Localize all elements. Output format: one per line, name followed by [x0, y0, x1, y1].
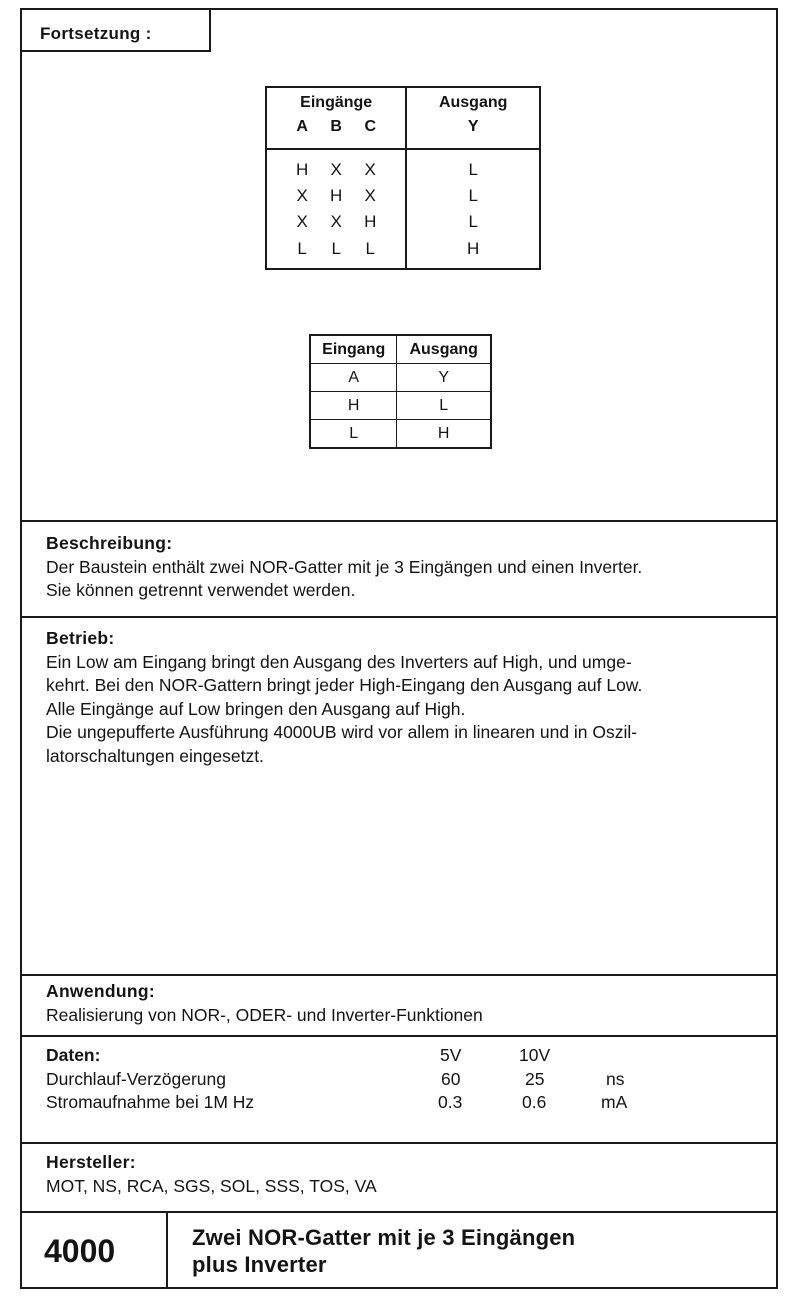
beschreibung-title: Beschreibung: [46, 533, 173, 553]
text-line: MOT, NS, RCA, SGS, SOL, SSS, TOS, VA [46, 1175, 377, 1196]
cell: Y [397, 364, 491, 392]
hersteller-title: Hersteller: [46, 1152, 136, 1172]
beschreibung-section [46, 532, 756, 603]
cell: X [330, 159, 342, 179]
anwendung-title: Anwendung: [46, 981, 155, 1001]
output-group-header: Ausgang [438, 94, 508, 111]
output-y-header: Y [406, 112, 540, 149]
part-title-line: plus Inverter [192, 1252, 327, 1277]
betrieb-title: Betrieb: [46, 628, 115, 648]
cell: H [467, 238, 480, 258]
text-line: Realisierung von NOR-, ODER- und Inverter-Funktionen [46, 1004, 483, 1025]
divider [22, 974, 776, 976]
col-5v-header: 5V [440, 1045, 462, 1065]
daten-unit: ns [606, 1068, 625, 1089]
daten-value-10v: 0.6 [522, 1092, 547, 1112]
text-line: Alle Eingänge auf Low bringen den Ausgang auf High. [46, 698, 466, 719]
table-row [310, 364, 491, 392]
text-line: latorschaltungen eingesetzt. [46, 745, 264, 766]
part-title [192, 1224, 575, 1278]
daten-label: Stromaufnahme bei 1M Hz [46, 1092, 255, 1112]
cell: L [310, 420, 397, 449]
daten-unit: mA [601, 1092, 628, 1112]
anwendung-section [46, 980, 756, 1027]
table-row [310, 420, 491, 449]
inputs-group-header: Eingänge [266, 87, 406, 112]
cell: X [296, 186, 308, 205]
cell: L [297, 238, 307, 258]
part-title-line: Zwei NOR-Gatter mit je 3 Eingängen [192, 1225, 576, 1250]
input-c-header: C [349, 112, 406, 149]
cell: X [330, 212, 342, 231]
daten-value-10v: 25 [525, 1068, 545, 1089]
input-b-header: B [323, 112, 349, 149]
inverter-truth-table [309, 334, 492, 449]
input-a-header: A [266, 112, 323, 149]
cell: L [468, 159, 478, 179]
table-row [266, 235, 540, 269]
hersteller-section [46, 1151, 756, 1198]
cell: H [296, 159, 309, 179]
cell: L [468, 212, 478, 231]
inverter-input-header: Eingang [310, 335, 397, 364]
inverter-output-header: Ausgang [397, 335, 491, 364]
col-10v-header: 10V [519, 1045, 551, 1065]
cell: A [310, 364, 397, 392]
cell: L [331, 238, 341, 258]
datasheet-frame [20, 8, 778, 1289]
cell: L [349, 235, 406, 269]
divider [22, 1142, 776, 1144]
cell: X [349, 183, 406, 209]
cell: H [397, 420, 491, 449]
cell: X [296, 212, 308, 231]
cell: H [310, 392, 397, 420]
text-line: Ein Low am Eingang bringt den Ausgang des Inverters auf High, und umge- [46, 651, 632, 672]
divider [22, 616, 776, 618]
divider [22, 520, 776, 522]
cell: H [349, 209, 406, 235]
daten-label: Durchlauf-Verzögerung [46, 1068, 226, 1089]
continuation-label: Fortsetzung : [22, 10, 211, 52]
daten-value-5v: 60 [441, 1068, 461, 1089]
cell: X [349, 149, 406, 183]
text-line: Sie können getrennt verwendet werden. [46, 580, 356, 600]
betrieb-section [46, 627, 756, 768]
text-line: Die ungepufferte Ausführung 4000UB wird vor allem in linearen und in Oszil- [46, 722, 638, 742]
cell: L [468, 186, 478, 205]
text-line: Der Baustein enthält zwei NOR-Gatter mit je 3 Eingängen und einen Inverter. [46, 556, 643, 577]
table-row [266, 149, 540, 183]
table-row [266, 183, 540, 209]
nor-truth-table [265, 86, 541, 270]
cell: L [397, 392, 491, 420]
part-number: 4000 [22, 1213, 168, 1287]
daten-title: Daten: [46, 1045, 101, 1065]
text-line: kehrt. Bei den NOR-Gattern bringt jeder High-Eingang den Ausgang auf Low. [46, 675, 643, 695]
table-row [310, 392, 491, 420]
divider [22, 1035, 776, 1037]
daten-value-5v: 0.3 [438, 1092, 463, 1112]
cell: H [330, 186, 343, 205]
table-row [266, 209, 540, 235]
